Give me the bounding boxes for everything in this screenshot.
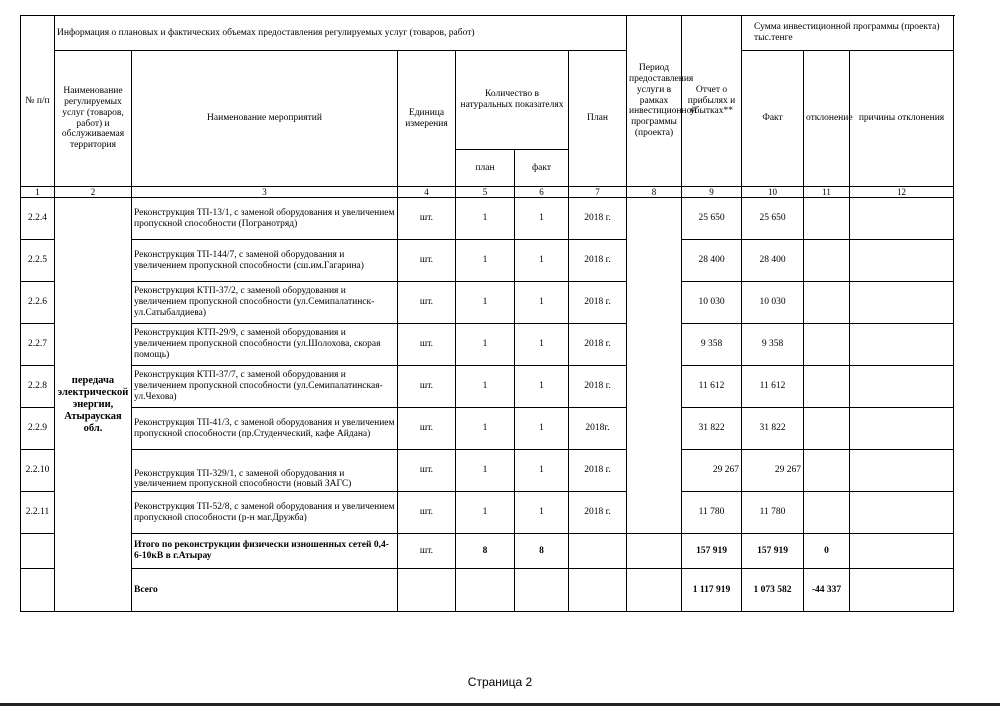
subtotal-plan-qty: 8 bbox=[456, 534, 515, 569]
row-plan: 10 030 bbox=[682, 282, 742, 324]
row-period: 2018г. bbox=[569, 408, 627, 450]
row-plan: 25 650 bbox=[682, 198, 742, 240]
column-number-row bbox=[21, 187, 954, 198]
header-period: Период предоставления услуги в рамках инвестиционной программы (проекта) bbox=[627, 16, 682, 187]
total-deviation: -44 337 bbox=[804, 569, 850, 612]
subtotal-report bbox=[627, 534, 682, 569]
subtotal-period bbox=[569, 534, 627, 569]
row-fact-qty: 1 bbox=[515, 282, 569, 324]
subtotal-row bbox=[21, 534, 954, 569]
table-row bbox=[21, 282, 954, 324]
service-name: передача электрической энергии, Атырауская обл. bbox=[55, 198, 132, 612]
row-plan-qty: 1 bbox=[456, 408, 515, 450]
row-reasons bbox=[850, 282, 954, 324]
header-deviation: отклонение bbox=[804, 51, 850, 187]
total-fact: 1 073 582 bbox=[742, 569, 804, 612]
total-num bbox=[21, 569, 55, 612]
subtotal-reasons bbox=[850, 534, 954, 569]
row-deviation bbox=[804, 198, 850, 240]
header-unit: Единица измерения bbox=[398, 51, 456, 187]
row-unit: шт. bbox=[398, 492, 456, 534]
row-reasons bbox=[850, 450, 954, 492]
subtotal-fact-qty: 8 bbox=[515, 534, 569, 569]
column-number: 3 bbox=[132, 187, 398, 198]
header-plan: План bbox=[569, 51, 627, 187]
row-num: 2.2.5 bbox=[21, 240, 55, 282]
row-plan: 29 267 bbox=[682, 450, 742, 492]
total-row bbox=[21, 569, 954, 612]
total-unit bbox=[398, 569, 456, 612]
column-number: 7 bbox=[569, 187, 627, 198]
subtotal-plan: 157 919 bbox=[682, 534, 742, 569]
row-fact: 11 612 bbox=[742, 366, 804, 408]
header-plan-qty: план bbox=[456, 150, 515, 187]
total-fact-qty bbox=[515, 569, 569, 612]
row-fact-qty: 1 bbox=[515, 366, 569, 408]
row-period: 2018 г. bbox=[569, 492, 627, 534]
row-fact: 29 267 bbox=[742, 450, 804, 492]
row-fact: 31 822 bbox=[742, 408, 804, 450]
row-num: 2.2.11 bbox=[21, 492, 55, 534]
header-quantity: Количество в натуральных показателях bbox=[456, 51, 569, 150]
row-deviation bbox=[804, 366, 850, 408]
row-name: Реконструкция КТП-29/9, с заменой оборудования и увеличением пропускной способности (ул.Шолохова, скорая помощь) bbox=[132, 324, 398, 366]
row-fact: 28 400 bbox=[742, 240, 804, 282]
row-plan-qty: 1 bbox=[456, 324, 515, 366]
row-reasons bbox=[850, 492, 954, 534]
column-number: 10 bbox=[742, 187, 804, 198]
row-unit: шт. bbox=[398, 324, 456, 366]
row-plan-qty: 1 bbox=[456, 198, 515, 240]
row-period: 2018 г. bbox=[569, 198, 627, 240]
row-deviation bbox=[804, 282, 850, 324]
row-num: 2.2.8 bbox=[21, 366, 55, 408]
row-unit: шт. bbox=[398, 240, 456, 282]
column-number: 6 bbox=[515, 187, 569, 198]
total-plan: 1 117 919 bbox=[682, 569, 742, 612]
row-num: 2.2.4 bbox=[21, 198, 55, 240]
row-name: Реконструкция ТП-52/8, с заменой оборудования и увеличением пропускной способности (р-н маг.Дружба) bbox=[132, 492, 398, 534]
subtotal-num bbox=[21, 534, 55, 569]
row-plan-qty: 1 bbox=[456, 282, 515, 324]
row-num: 2.2.6 bbox=[21, 282, 55, 324]
column-number: 1 bbox=[21, 187, 55, 198]
row-fact: 25 650 bbox=[742, 198, 804, 240]
total-plan-qty bbox=[456, 569, 515, 612]
total-period bbox=[569, 569, 627, 612]
column-number: 5 bbox=[456, 187, 515, 198]
row-name: Реконструкция КТП-37/7, с заменой оборудования и увеличением пропускной способности (ул.Семипалатинская-ул.Чехова) bbox=[132, 366, 398, 408]
subtotal-unit: шт. bbox=[398, 534, 456, 569]
row-name: Реконструкция КТП-37/2, с заменой оборудования и увеличением пропускной способности (ул.Семипалатинск-ул.Сатыбалдиева) bbox=[132, 282, 398, 324]
row-plan-qty: 1 bbox=[456, 450, 515, 492]
row-plan-qty: 1 bbox=[456, 366, 515, 408]
row-plan: 31 822 bbox=[682, 408, 742, 450]
row-fact-qty: 1 bbox=[515, 408, 569, 450]
row-fact: 10 030 bbox=[742, 282, 804, 324]
row-reasons bbox=[850, 366, 954, 408]
row-plan: 11 612 bbox=[682, 366, 742, 408]
row-fact-qty: 1 bbox=[515, 240, 569, 282]
row-plan-qty: 1 bbox=[456, 492, 515, 534]
header-invest-group: Сумма инвестиционной программы (проекта) тыс.тенге bbox=[742, 16, 954, 51]
row-plan: 11 780 bbox=[682, 492, 742, 534]
row-deviation bbox=[804, 324, 850, 366]
total-name: Всего bbox=[132, 569, 398, 612]
page-number: Страница 2 bbox=[467, 675, 533, 689]
total-report bbox=[627, 569, 682, 612]
row-plan: 28 400 bbox=[682, 240, 742, 282]
header-measure-name: Наименование мероприятий bbox=[132, 51, 398, 187]
header-reasons: причины отклонения bbox=[850, 51, 954, 187]
row-name: Реконструкция ТП-144/7, с заменой оборудования и увеличением пропускной способности (сш.им.Гагарина) bbox=[132, 240, 398, 282]
row-unit: шт. bbox=[398, 450, 456, 492]
row-period: 2018 г. bbox=[569, 240, 627, 282]
row-deviation bbox=[804, 492, 850, 534]
bottom-border bbox=[0, 703, 1000, 706]
header-report: Отчет о прибылях и убытках** bbox=[682, 16, 742, 187]
header-fact-qty: факт bbox=[515, 150, 569, 187]
table-row bbox=[21, 492, 954, 534]
table-row bbox=[21, 408, 954, 450]
row-num: 2.2.10 bbox=[21, 450, 55, 492]
subtotal-name: Итого по реконструкции физически изношенных сетей 0,4-6-10кВ в г.Атырау bbox=[132, 534, 398, 569]
total-reasons bbox=[850, 569, 954, 612]
row-deviation bbox=[804, 450, 850, 492]
header-row-2 bbox=[21, 51, 954, 150]
row-period: 2018 г. bbox=[569, 282, 627, 324]
row-unit: шт. bbox=[398, 408, 456, 450]
row-fact: 9 358 bbox=[742, 324, 804, 366]
row-reasons bbox=[850, 408, 954, 450]
row-fact-qty: 1 bbox=[515, 450, 569, 492]
column-number: 2 bbox=[55, 187, 132, 198]
row-unit: шт. bbox=[398, 198, 456, 240]
header-info-group: Информация о плановых и фактических объемах предоставления регулируемых услуг (товаров, работ) bbox=[55, 16, 627, 51]
header-row-1 bbox=[21, 16, 954, 51]
row-plan: 9 358 bbox=[682, 324, 742, 366]
column-number: 11 bbox=[804, 187, 850, 198]
row-fact-qty: 1 bbox=[515, 324, 569, 366]
row-period: 2018 г. bbox=[569, 366, 627, 408]
column-number: 8 bbox=[627, 187, 682, 198]
row-fact-qty: 1 bbox=[515, 198, 569, 240]
report-cell bbox=[627, 198, 682, 534]
row-num: 2.2.7 bbox=[21, 324, 55, 366]
investment-program-table bbox=[20, 15, 954, 612]
row-unit: шт. bbox=[398, 366, 456, 408]
table-row bbox=[21, 450, 954, 492]
row-unit: шт. bbox=[398, 282, 456, 324]
row-period: 2018 г. bbox=[569, 450, 627, 492]
table-row bbox=[21, 240, 954, 282]
table-row bbox=[21, 324, 954, 366]
row-num: 2.2.9 bbox=[21, 408, 55, 450]
row-name: Реконструкция ТП-41/3, с заменой оборудования и увеличением пропускной способности (пр.Студенческий, кафе Айдана) bbox=[132, 408, 398, 450]
header-num: № п/п bbox=[21, 16, 55, 187]
row-deviation bbox=[804, 408, 850, 450]
column-number: 4 bbox=[398, 187, 456, 198]
table-row bbox=[21, 198, 954, 240]
row-reasons bbox=[850, 198, 954, 240]
row-name: Реконструкция ТП-329/1, с заменой оборудования и увеличением пропускной способности (новый ЗАГС) bbox=[132, 450, 398, 492]
subtotal-fact: 157 919 bbox=[742, 534, 804, 569]
header-fact: Факт bbox=[742, 51, 804, 187]
row-fact-qty: 1 bbox=[515, 492, 569, 534]
row-name: Реконструкция ТП-13/1, с заменой оборудования и увеличением пропускной способности (Погранотряд) bbox=[132, 198, 398, 240]
header-service-name: Наименование регулируемых услуг (товаров, работ) и обслуживаемая территория bbox=[55, 51, 132, 187]
column-number: 12 bbox=[850, 187, 954, 198]
table-row bbox=[21, 366, 954, 408]
row-plan-qty: 1 bbox=[456, 240, 515, 282]
subtotal-deviation: 0 bbox=[804, 534, 850, 569]
column-number: 9 bbox=[682, 187, 742, 198]
row-reasons bbox=[850, 324, 954, 366]
row-reasons bbox=[850, 240, 954, 282]
row-fact: 11 780 bbox=[742, 492, 804, 534]
row-period: 2018 г. bbox=[569, 324, 627, 366]
row-deviation bbox=[804, 240, 850, 282]
